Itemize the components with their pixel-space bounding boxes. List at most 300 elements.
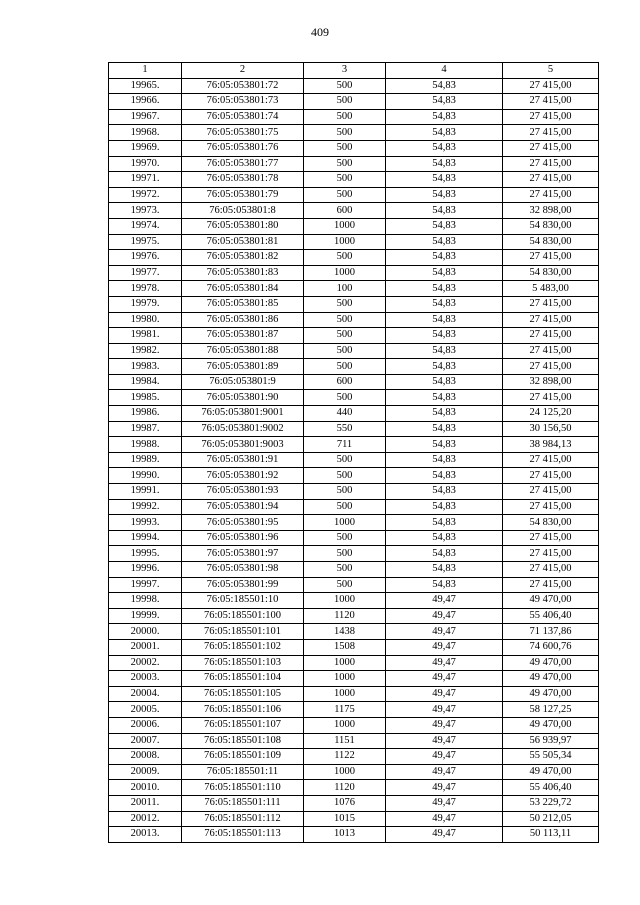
table-row bbox=[109, 764, 599, 780]
area-cell: 1508 bbox=[304, 639, 386, 655]
amount-cell: 27 415,00 bbox=[503, 562, 599, 578]
amount-cell: 27 415,00 bbox=[503, 468, 599, 484]
cadastral-number-cell: 76:05:053801:77 bbox=[182, 156, 304, 172]
row-number-cell: 19995. bbox=[109, 546, 182, 562]
cadastral-number-cell: 76:05:053801:9003 bbox=[182, 437, 304, 453]
area-cell: 600 bbox=[304, 203, 386, 219]
rate-cell: 54,83 bbox=[386, 187, 503, 203]
rate-cell: 54,83 bbox=[386, 484, 503, 500]
row-number-cell: 19998. bbox=[109, 593, 182, 609]
cadastral-number-cell: 76:05:053801:86 bbox=[182, 312, 304, 328]
amount-cell: 27 415,00 bbox=[503, 312, 599, 328]
table-row bbox=[109, 530, 599, 546]
amount-cell: 27 415,00 bbox=[503, 343, 599, 359]
area-cell: 500 bbox=[304, 78, 386, 94]
cadastral-number-cell: 76:05:053801:91 bbox=[182, 452, 304, 468]
cadastral-number-cell: 76:05:185501:104 bbox=[182, 671, 304, 687]
rate-cell: 49,47 bbox=[386, 764, 503, 780]
table-row bbox=[109, 328, 599, 344]
rate-cell: 54,83 bbox=[386, 421, 503, 437]
area-cell: 600 bbox=[304, 374, 386, 390]
area-cell: 500 bbox=[304, 390, 386, 406]
cadastral-number-cell: 76:05:053801:83 bbox=[182, 265, 304, 281]
table-row bbox=[109, 359, 599, 375]
rate-cell: 49,47 bbox=[386, 608, 503, 624]
table-row bbox=[109, 639, 599, 655]
area-cell: 500 bbox=[304, 530, 386, 546]
amount-cell: 54 830,00 bbox=[503, 234, 599, 250]
table-row bbox=[109, 203, 599, 219]
area-cell: 1015 bbox=[304, 811, 386, 827]
area-cell: 1120 bbox=[304, 780, 386, 796]
rate-cell: 54,83 bbox=[386, 140, 503, 156]
rate-cell: 49,47 bbox=[386, 827, 503, 843]
cadastral-number-cell: 76:05:053801:81 bbox=[182, 234, 304, 250]
rate-cell: 54,83 bbox=[386, 218, 503, 234]
table-row bbox=[109, 795, 599, 811]
rate-cell: 49,47 bbox=[386, 749, 503, 765]
rate-cell: 54,83 bbox=[386, 359, 503, 375]
rate-cell: 49,47 bbox=[386, 639, 503, 655]
row-number-cell: 20006. bbox=[109, 717, 182, 733]
table-row bbox=[109, 655, 599, 671]
cadastral-number-cell: 76:05:053801:88 bbox=[182, 343, 304, 359]
table-body bbox=[109, 78, 599, 842]
rate-cell: 54,83 bbox=[386, 250, 503, 266]
column-header-1: 1 bbox=[109, 63, 182, 79]
table-row bbox=[109, 468, 599, 484]
area-cell: 500 bbox=[304, 546, 386, 562]
table-row bbox=[109, 717, 599, 733]
table-row bbox=[109, 811, 599, 827]
row-number-cell: 19976. bbox=[109, 250, 182, 266]
amount-cell: 74 600,76 bbox=[503, 639, 599, 655]
row-number-cell: 19986. bbox=[109, 406, 182, 422]
table-row bbox=[109, 749, 599, 765]
table-row bbox=[109, 156, 599, 172]
table-row bbox=[109, 624, 599, 640]
row-number-cell: 20013. bbox=[109, 827, 182, 843]
cadastral-number-cell: 76:05:053801:79 bbox=[182, 187, 304, 203]
table-row bbox=[109, 390, 599, 406]
table-row bbox=[109, 671, 599, 687]
rate-cell: 54,83 bbox=[386, 109, 503, 125]
rate-cell: 49,47 bbox=[386, 593, 503, 609]
area-cell: 500 bbox=[304, 296, 386, 312]
row-number-cell: 19971. bbox=[109, 172, 182, 188]
rate-cell: 54,83 bbox=[386, 328, 503, 344]
area-cell: 500 bbox=[304, 156, 386, 172]
table-row bbox=[109, 733, 599, 749]
area-cell: 1122 bbox=[304, 749, 386, 765]
area-cell: 1000 bbox=[304, 515, 386, 531]
rate-cell: 54,83 bbox=[386, 343, 503, 359]
cadastral-number-cell: 76:05:053801:93 bbox=[182, 484, 304, 500]
row-number-cell: 20002. bbox=[109, 655, 182, 671]
amount-cell: 55 406,40 bbox=[503, 780, 599, 796]
row-number-cell: 19980. bbox=[109, 312, 182, 328]
cadastral-number-cell: 76:05:185501:108 bbox=[182, 733, 304, 749]
cadastral-number-cell: 76:05:053801:8 bbox=[182, 203, 304, 219]
table-row bbox=[109, 406, 599, 422]
table-row bbox=[109, 702, 599, 718]
area-cell: 500 bbox=[304, 484, 386, 500]
area-cell: 1000 bbox=[304, 218, 386, 234]
cadastral-number-cell: 76:05:053801:94 bbox=[182, 499, 304, 515]
row-number-cell: 20001. bbox=[109, 639, 182, 655]
amount-cell: 24 125,20 bbox=[503, 406, 599, 422]
amount-cell: 49 470,00 bbox=[503, 686, 599, 702]
amount-cell: 27 415,00 bbox=[503, 328, 599, 344]
cadastral-number-cell: 76:05:185501:110 bbox=[182, 780, 304, 796]
row-number-cell: 19990. bbox=[109, 468, 182, 484]
area-cell: 500 bbox=[304, 452, 386, 468]
amount-cell: 5 483,00 bbox=[503, 281, 599, 297]
table-row bbox=[109, 608, 599, 624]
cadastral-number-cell: 76:05:185501:101 bbox=[182, 624, 304, 640]
amount-cell: 27 415,00 bbox=[503, 546, 599, 562]
amount-cell: 50 113,11 bbox=[503, 827, 599, 843]
cadastral-number-cell: 76:05:053801:9002 bbox=[182, 421, 304, 437]
row-number-cell: 19999. bbox=[109, 608, 182, 624]
cadastral-number-cell: 76:05:053801:85 bbox=[182, 296, 304, 312]
row-number-cell: 19982. bbox=[109, 343, 182, 359]
amount-cell: 49 470,00 bbox=[503, 671, 599, 687]
area-cell: 500 bbox=[304, 125, 386, 141]
cadastral-number-cell: 76:05:185501:103 bbox=[182, 655, 304, 671]
rate-cell: 54,83 bbox=[386, 234, 503, 250]
amount-cell: 54 830,00 bbox=[503, 515, 599, 531]
amount-cell: 27 415,00 bbox=[503, 452, 599, 468]
cadastral-number-cell: 76:05:053801:9 bbox=[182, 374, 304, 390]
area-cell: 1000 bbox=[304, 655, 386, 671]
rate-cell: 54,83 bbox=[386, 94, 503, 110]
rate-cell: 49,47 bbox=[386, 686, 503, 702]
row-number-cell: 20004. bbox=[109, 686, 182, 702]
amount-cell: 27 415,00 bbox=[503, 140, 599, 156]
area-cell: 500 bbox=[304, 577, 386, 593]
cadastral-number-cell: 76:05:185501:109 bbox=[182, 749, 304, 765]
amount-cell: 27 415,00 bbox=[503, 484, 599, 500]
column-header-2: 2 bbox=[182, 63, 304, 79]
row-number-cell: 19989. bbox=[109, 452, 182, 468]
table-row bbox=[109, 218, 599, 234]
row-number-cell: 19987. bbox=[109, 421, 182, 437]
amount-cell: 27 415,00 bbox=[503, 250, 599, 266]
area-cell: 1076 bbox=[304, 795, 386, 811]
amount-cell: 49 470,00 bbox=[503, 655, 599, 671]
row-number-cell: 20005. bbox=[109, 702, 182, 718]
rate-cell: 49,47 bbox=[386, 624, 503, 640]
table-row bbox=[109, 780, 599, 796]
area-cell: 500 bbox=[304, 468, 386, 484]
row-number-cell: 19984. bbox=[109, 374, 182, 390]
rate-cell: 54,83 bbox=[386, 296, 503, 312]
area-cell: 1000 bbox=[304, 593, 386, 609]
cadastral-number-cell: 76:05:053801:87 bbox=[182, 328, 304, 344]
table-row bbox=[109, 515, 599, 531]
row-number-cell: 20003. bbox=[109, 671, 182, 687]
amount-cell: 54 830,00 bbox=[503, 265, 599, 281]
rate-cell: 54,83 bbox=[386, 562, 503, 578]
cadastral-number-cell: 76:05:053801:96 bbox=[182, 530, 304, 546]
row-number-cell: 19970. bbox=[109, 156, 182, 172]
area-cell: 500 bbox=[304, 94, 386, 110]
column-header-4: 4 bbox=[386, 63, 503, 79]
area-cell: 1151 bbox=[304, 733, 386, 749]
cadastral-number-cell: 76:05:185501:102 bbox=[182, 639, 304, 655]
amount-cell: 54 830,00 bbox=[503, 218, 599, 234]
row-number-cell: 19993. bbox=[109, 515, 182, 531]
cadastral-number-cell: 76:05:053801:89 bbox=[182, 359, 304, 375]
row-number-cell: 20012. bbox=[109, 811, 182, 827]
area-cell: 1000 bbox=[304, 671, 386, 687]
rate-cell: 49,47 bbox=[386, 733, 503, 749]
rate-cell: 49,47 bbox=[386, 811, 503, 827]
cadastral-number-cell: 76:05:053801:90 bbox=[182, 390, 304, 406]
amount-cell: 27 415,00 bbox=[503, 172, 599, 188]
table-row bbox=[109, 452, 599, 468]
land-registry-table bbox=[108, 62, 599, 843]
row-number-cell: 19992. bbox=[109, 499, 182, 515]
table-row bbox=[109, 593, 599, 609]
table-row bbox=[109, 562, 599, 578]
amount-cell: 27 415,00 bbox=[503, 94, 599, 110]
rate-cell: 54,83 bbox=[386, 452, 503, 468]
area-cell: 1000 bbox=[304, 686, 386, 702]
cadastral-number-cell: 76:05:053801:74 bbox=[182, 109, 304, 125]
area-cell: 711 bbox=[304, 437, 386, 453]
table-row bbox=[109, 94, 599, 110]
row-number-cell: 19978. bbox=[109, 281, 182, 297]
row-number-cell: 20010. bbox=[109, 780, 182, 796]
cadastral-number-cell: 76:05:185501:106 bbox=[182, 702, 304, 718]
row-number-cell: 19981. bbox=[109, 328, 182, 344]
table-row bbox=[109, 187, 599, 203]
cadastral-number-cell: 76:05:185501:112 bbox=[182, 811, 304, 827]
table-row bbox=[109, 140, 599, 156]
table-row bbox=[109, 250, 599, 266]
cadastral-number-cell: 76:05:053801:82 bbox=[182, 250, 304, 266]
area-cell: 1000 bbox=[304, 234, 386, 250]
cadastral-number-cell: 76:05:053801:78 bbox=[182, 172, 304, 188]
amount-cell: 27 415,00 bbox=[503, 359, 599, 375]
cadastral-number-cell: 76:05:185501:10 bbox=[182, 593, 304, 609]
table-row bbox=[109, 827, 599, 843]
cadastral-number-cell: 76:05:053801:97 bbox=[182, 546, 304, 562]
row-number-cell: 19972. bbox=[109, 187, 182, 203]
row-number-cell: 20000. bbox=[109, 624, 182, 640]
cadastral-number-cell: 76:05:053801:99 bbox=[182, 577, 304, 593]
rate-cell: 49,47 bbox=[386, 780, 503, 796]
area-cell: 500 bbox=[304, 140, 386, 156]
rate-cell: 54,83 bbox=[386, 546, 503, 562]
table-row bbox=[109, 374, 599, 390]
row-number-cell: 19973. bbox=[109, 203, 182, 219]
row-number-cell: 19977. bbox=[109, 265, 182, 281]
table-header-row bbox=[109, 63, 599, 79]
rate-cell: 54,83 bbox=[386, 577, 503, 593]
rate-cell: 54,83 bbox=[386, 125, 503, 141]
row-number-cell: 19997. bbox=[109, 577, 182, 593]
area-cell: 440 bbox=[304, 406, 386, 422]
row-number-cell: 19974. bbox=[109, 218, 182, 234]
row-number-cell: 19985. bbox=[109, 390, 182, 406]
table-row bbox=[109, 125, 599, 141]
rate-cell: 54,83 bbox=[386, 281, 503, 297]
column-header-5: 5 bbox=[503, 63, 599, 79]
rate-cell: 49,47 bbox=[386, 671, 503, 687]
area-cell: 500 bbox=[304, 343, 386, 359]
row-number-cell: 19975. bbox=[109, 234, 182, 250]
cadastral-number-cell: 76:05:185501:100 bbox=[182, 608, 304, 624]
amount-cell: 32 898,00 bbox=[503, 374, 599, 390]
amount-cell: 27 415,00 bbox=[503, 187, 599, 203]
cadastral-number-cell: 76:05:185501:113 bbox=[182, 827, 304, 843]
area-cell: 500 bbox=[304, 359, 386, 375]
rate-cell: 49,47 bbox=[386, 702, 503, 718]
rate-cell: 54,83 bbox=[386, 265, 503, 281]
amount-cell: 53 229,72 bbox=[503, 795, 599, 811]
row-number-cell: 19988. bbox=[109, 437, 182, 453]
cadastral-number-cell: 76:05:053801:9001 bbox=[182, 406, 304, 422]
amount-cell: 27 415,00 bbox=[503, 499, 599, 515]
table-row bbox=[109, 281, 599, 297]
row-number-cell: 20007. bbox=[109, 733, 182, 749]
amount-cell: 27 415,00 bbox=[503, 390, 599, 406]
amount-cell: 27 415,00 bbox=[503, 78, 599, 94]
rate-cell: 49,47 bbox=[386, 717, 503, 733]
area-cell: 1175 bbox=[304, 702, 386, 718]
cadastral-number-cell: 76:05:053801:73 bbox=[182, 94, 304, 110]
amount-cell: 38 984,13 bbox=[503, 437, 599, 453]
rate-cell: 54,83 bbox=[386, 499, 503, 515]
table-row bbox=[109, 312, 599, 328]
amount-cell: 55 406,40 bbox=[503, 608, 599, 624]
table-row bbox=[109, 234, 599, 250]
rate-cell: 54,83 bbox=[386, 312, 503, 328]
table-row bbox=[109, 484, 599, 500]
amount-cell: 30 156,50 bbox=[503, 421, 599, 437]
area-cell: 500 bbox=[304, 109, 386, 125]
area-cell: 500 bbox=[304, 187, 386, 203]
area-cell: 500 bbox=[304, 250, 386, 266]
rate-cell: 49,47 bbox=[386, 795, 503, 811]
table-row bbox=[109, 109, 599, 125]
amount-cell: 71 137,86 bbox=[503, 624, 599, 640]
table-row bbox=[109, 296, 599, 312]
area-cell: 1013 bbox=[304, 827, 386, 843]
area-cell: 1000 bbox=[304, 717, 386, 733]
amount-cell: 27 415,00 bbox=[503, 109, 599, 125]
row-number-cell: 20009. bbox=[109, 764, 182, 780]
area-cell: 500 bbox=[304, 172, 386, 188]
amount-cell: 50 212,05 bbox=[503, 811, 599, 827]
row-number-cell: 19979. bbox=[109, 296, 182, 312]
area-cell: 100 bbox=[304, 281, 386, 297]
area-cell: 1000 bbox=[304, 265, 386, 281]
rate-cell: 54,83 bbox=[386, 203, 503, 219]
cadastral-number-cell: 76:05:053801:84 bbox=[182, 281, 304, 297]
cadastral-number-cell: 76:05:053801:80 bbox=[182, 218, 304, 234]
rate-cell: 54,83 bbox=[386, 530, 503, 546]
cadastral-number-cell: 76:05:053801:98 bbox=[182, 562, 304, 578]
amount-cell: 58 127,25 bbox=[503, 702, 599, 718]
amount-cell: 27 415,00 bbox=[503, 530, 599, 546]
rate-cell: 49,47 bbox=[386, 655, 503, 671]
rate-cell: 54,83 bbox=[386, 172, 503, 188]
column-header-3: 3 bbox=[304, 63, 386, 79]
table-row bbox=[109, 546, 599, 562]
row-number-cell: 19967. bbox=[109, 109, 182, 125]
amount-cell: 27 415,00 bbox=[503, 125, 599, 141]
amount-cell: 27 415,00 bbox=[503, 156, 599, 172]
table-row bbox=[109, 499, 599, 515]
page-number: 409 bbox=[311, 25, 329, 39]
cadastral-number-cell: 76:05:053801:72 bbox=[182, 78, 304, 94]
table-row bbox=[109, 421, 599, 437]
row-number-cell: 19994. bbox=[109, 530, 182, 546]
table-row bbox=[109, 437, 599, 453]
rate-cell: 54,83 bbox=[386, 468, 503, 484]
area-cell: 1120 bbox=[304, 608, 386, 624]
row-number-cell: 19968. bbox=[109, 125, 182, 141]
table-row bbox=[109, 78, 599, 94]
amount-cell: 49 470,00 bbox=[503, 717, 599, 733]
amount-cell: 56 939,97 bbox=[503, 733, 599, 749]
table-row bbox=[109, 172, 599, 188]
cadastral-number-cell: 76:05:185501:111 bbox=[182, 795, 304, 811]
table-row bbox=[109, 686, 599, 702]
row-number-cell: 20011. bbox=[109, 795, 182, 811]
area-cell: 500 bbox=[304, 328, 386, 344]
amount-cell: 27 415,00 bbox=[503, 577, 599, 593]
rate-cell: 54,83 bbox=[386, 156, 503, 172]
row-number-cell: 20008. bbox=[109, 749, 182, 765]
cadastral-number-cell: 76:05:185501:105 bbox=[182, 686, 304, 702]
amount-cell: 49 470,00 bbox=[503, 764, 599, 780]
cadastral-number-cell: 76:05:053801:95 bbox=[182, 515, 304, 531]
cadastral-number-cell: 76:05:053801:76 bbox=[182, 140, 304, 156]
row-number-cell: 19969. bbox=[109, 140, 182, 156]
table-row bbox=[109, 265, 599, 281]
rate-cell: 54,83 bbox=[386, 390, 503, 406]
row-number-cell: 19966. bbox=[109, 94, 182, 110]
area-cell: 1000 bbox=[304, 764, 386, 780]
rate-cell: 54,83 bbox=[386, 406, 503, 422]
row-number-cell: 19991. bbox=[109, 484, 182, 500]
amount-cell: 49 470,00 bbox=[503, 593, 599, 609]
rate-cell: 54,83 bbox=[386, 437, 503, 453]
area-cell: 1438 bbox=[304, 624, 386, 640]
amount-cell: 27 415,00 bbox=[503, 296, 599, 312]
table-row bbox=[109, 343, 599, 359]
cadastral-number-cell: 76:05:053801:75 bbox=[182, 125, 304, 141]
rate-cell: 54,83 bbox=[386, 374, 503, 390]
cadastral-number-cell: 76:05:185501:107 bbox=[182, 717, 304, 733]
amount-cell: 55 505,34 bbox=[503, 749, 599, 765]
table-row bbox=[109, 577, 599, 593]
cadastral-number-cell: 76:05:053801:92 bbox=[182, 468, 304, 484]
row-number-cell: 19965. bbox=[109, 78, 182, 94]
area-cell: 500 bbox=[304, 312, 386, 328]
amount-cell: 32 898,00 bbox=[503, 203, 599, 219]
row-number-cell: 19996. bbox=[109, 562, 182, 578]
rate-cell: 54,83 bbox=[386, 78, 503, 94]
rate-cell: 54,83 bbox=[386, 515, 503, 531]
cadastral-number-cell: 76:05:185501:11 bbox=[182, 764, 304, 780]
area-cell: 500 bbox=[304, 562, 386, 578]
